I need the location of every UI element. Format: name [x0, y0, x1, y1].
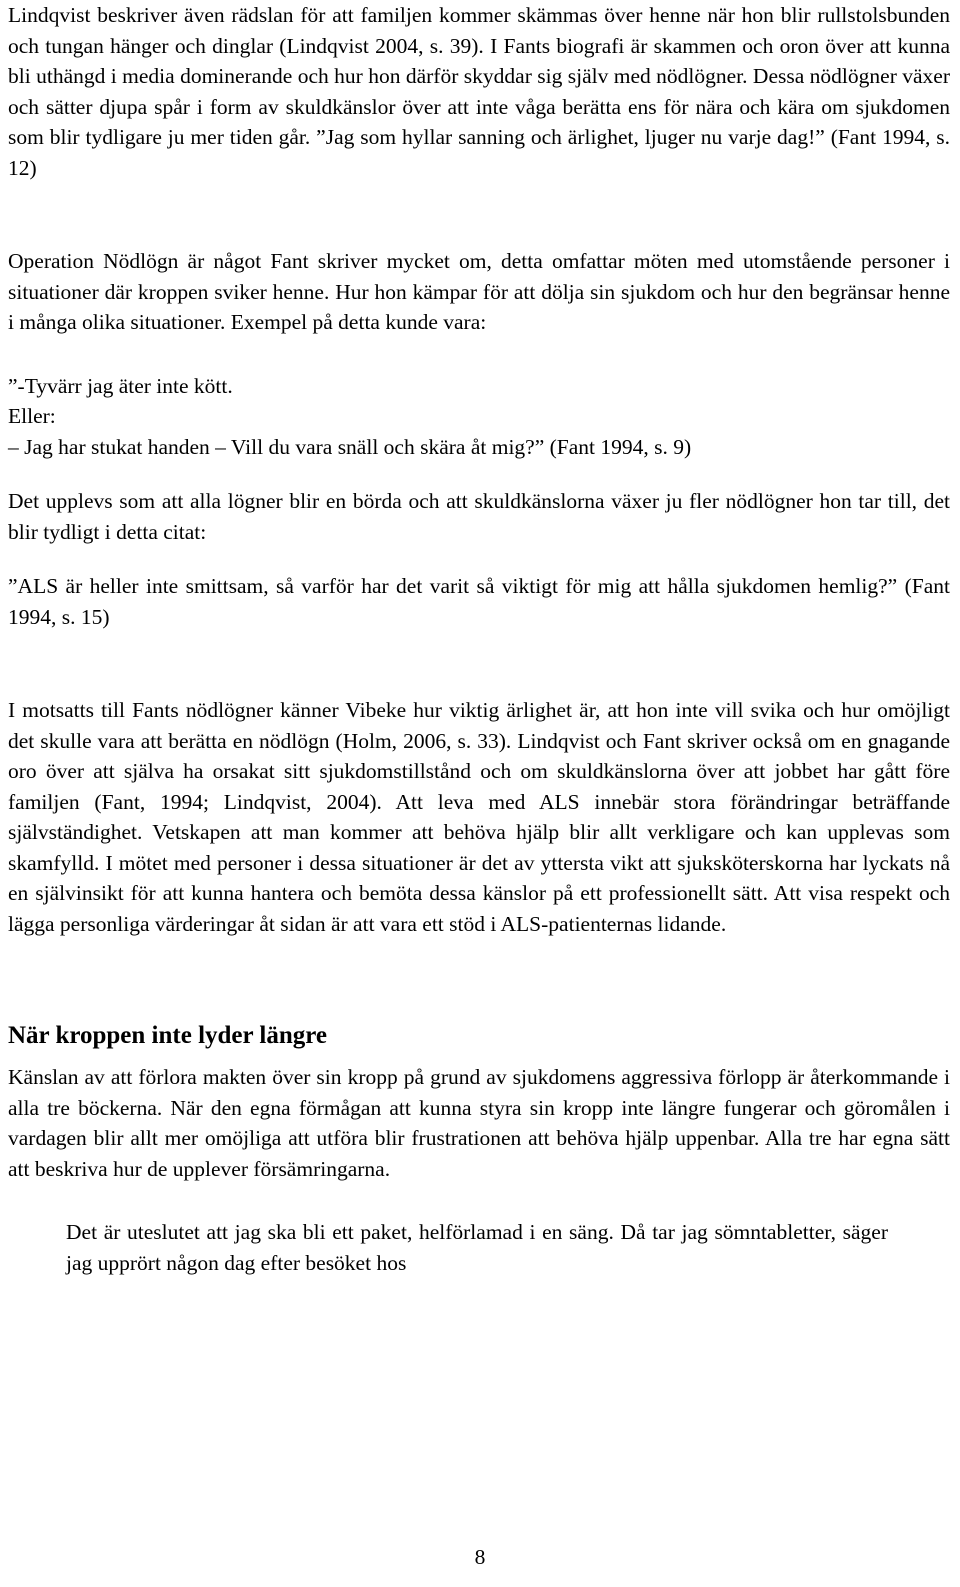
paragraph-vibeke-honesty: I motsatts till Fants nödlögner känner Vibeke hur viktig ärlighet är, att hon inte vill svika och hur omöjligt det skulle vara att berätta en nödlögn (Holm, 2006, s. 33). Lindqvist och Fant skriver också om en gnagande oro över att själva ha orsakat sitt sjukdomstillstånd och om skuldkänslorna över att jobbet har gått före familjen (Fant, 1994; Lindqvist, 2004). Att leva med ALS innebär stora förändringar beträffande självständighet. Vetskapen att man kommer att behöva hjälp blir allt verkligare och kan upplevas som skamfylld. I mötet med personer i dessa situationer är det av yttersta vikt att sjuksköterskorna har lyckats nå en självinsikt för att kunna hantera och bemöta dessa känslor på ett professionellt sätt. Att visa respekt och lägga personliga värderingar åt sidan är att vara ett stöd i ALS-patienternas lidande.	[8, 698, 950, 936]
section-heading: När kroppen inte lyder längre	[8, 1022, 328, 1049]
quote-line-2: Eller:	[8, 404, 56, 428]
quote-als-secret: ”ALS är heller inte smittsam, så varför har det varit så viktigt för mig att hålla sjukdomen hemlig?” (Fant 1994, s. 15)	[8, 574, 950, 629]
document-page	[8, 0, 950, 1278]
block-quote: Det är uteslutet att jag ska bli ett paket, helförlamad i en säng. Då tar jag sömntabletter, säger jag upprört någon dag efter besöket hos	[66, 1220, 888, 1275]
paragraph-losing-control: Känslan av att förlora makten över sin kropp på grund av sjukdomens aggressiva förlopp är återkommande i alla tre böckerna. När den egna förmågan att kunna styra sin kropp inte längre fungerar och göromålen i vardagen blir allt mer omöjliga att utföra blir frustrationen att behöva hjälp uppenbar. Alla tre har egna sätt att beskriva hur de upplever försämringarna.	[8, 1065, 950, 1181]
paragraph-operation-nodlogn: Operation Nödlögn är något Fant skriver mycket om, detta omfattar möten med utomstående personer i situationer där kroppen sviker henne. Hur hon kämpar för att dölja sin sjukdom och hur den begränsar henne i många olika situationer. Exempel på detta kunde vara:	[8, 249, 950, 334]
quote-line-1: ”-Tyvärr jag äter inte kött.	[8, 373, 233, 398]
page-number: 8	[474, 1545, 486, 1569]
paragraph-lies-burden: Det upplevs som att alla lögner blir en börda och att skuldkänslorna växer ju fler nödlögner hon tar till, det blir tydligt i detta citat:	[8, 489, 950, 544]
quote-line-3: – Jag har stukat handen – Vill du vara snäll och skära åt mig?” (Fant 1994, s. 9)	[8, 434, 692, 459]
paragraph-lindqvist-fant: Lindqvist beskriver även rädslan för att familjen kommer skämmas över henne när hon blir rullstolsbunden och tungan hänger och dinglar (Lindqvist 2004, s. 39). I Fants biografi är skammen och oron över att kunna bli uthängd i media dominerande och hur hon därför skyddar sig själv med nödlögner. Dessa nödlögner växer och sätter djupa spår i form av skuldkänslor över att inte våga berätta ens för nära och kära om sjukdomen som blir tydligare ju mer tiden går. ”Jag som hyllar sanning och ärlighet, ljuger nu varje dag!” (Fant 1994, s. 12)	[8, 3, 950, 180]
